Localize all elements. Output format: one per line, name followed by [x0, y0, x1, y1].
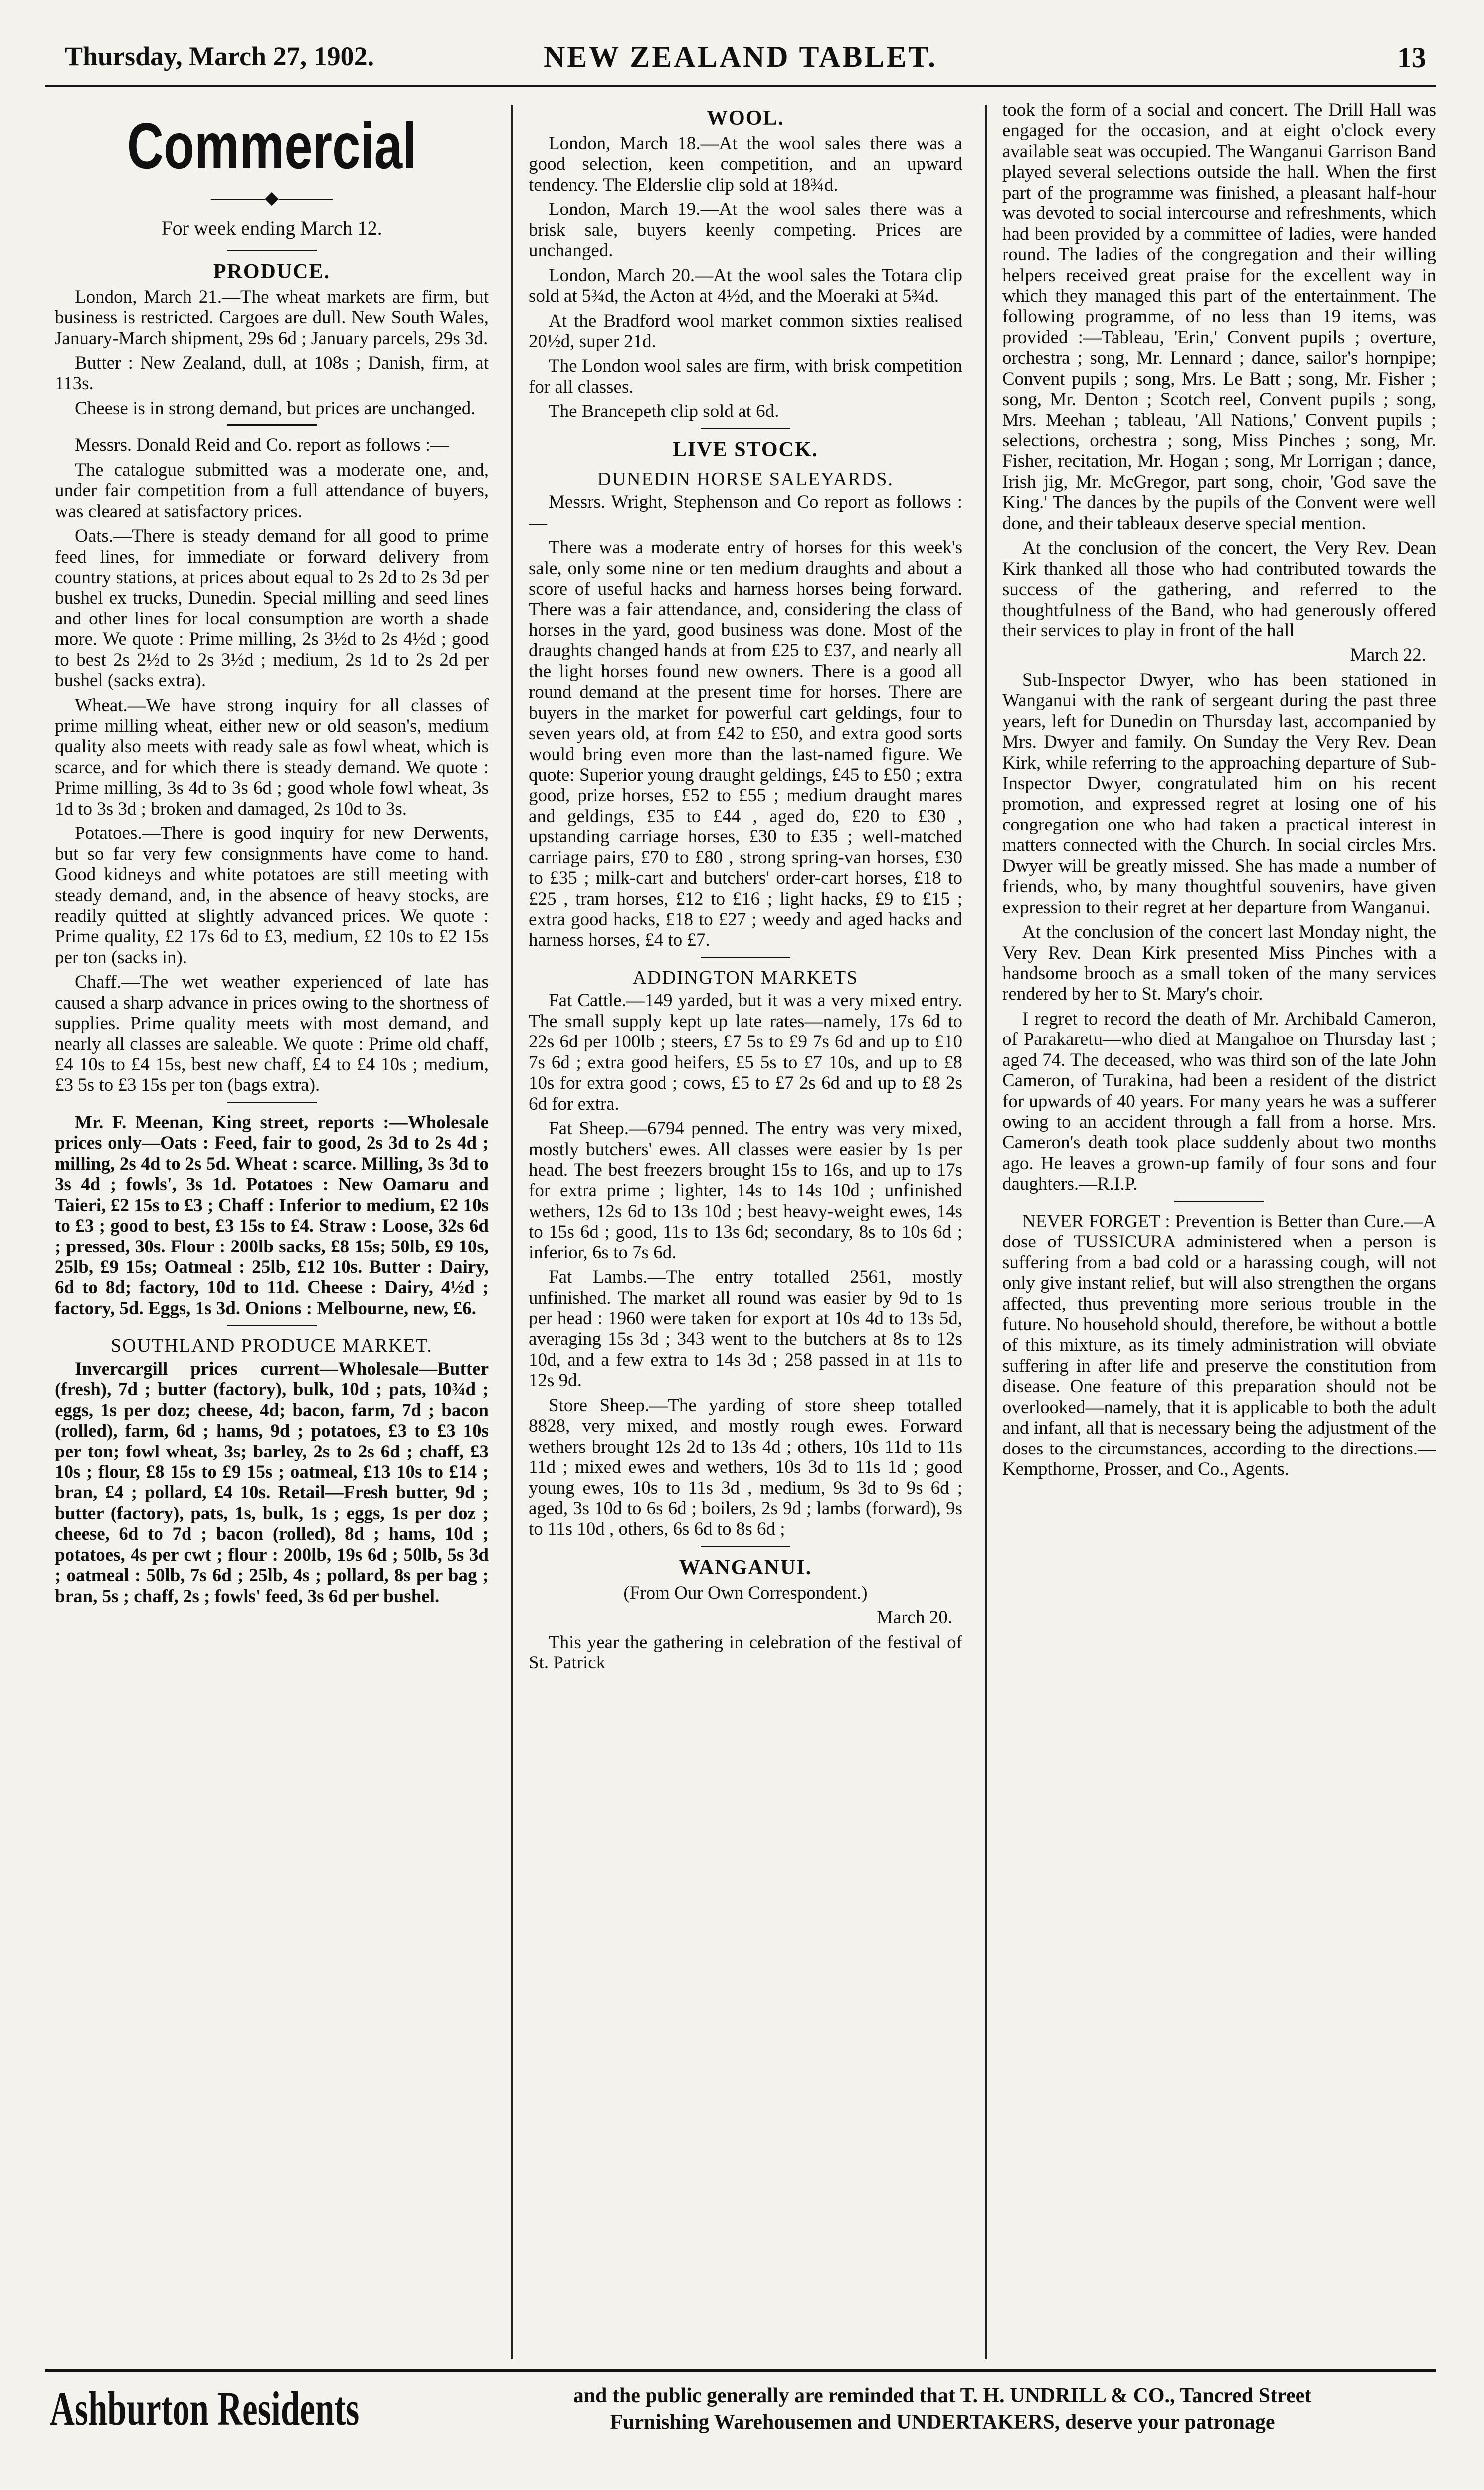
article-paragraph: The London wool sales are firm, with brisk competition for all classes. — [529, 356, 962, 397]
article-paragraph: Fat Sheep.—6794 penned. The entry was very mixed, mostly butchers' ewes. All classes were easier by 1s per head. The best freezers brought 15s to 16s, and up to 17s for extra prime ; lighter, 14s to 14s 10d ; unfinished wethers, 12s 6d to 13s 10d ; best heavy-weight ewes, 14s to 15s 6d ; good, 11s to 13s 6d; secondary, 8s to 10s 6d ; inferior, 6s to 7s 6d. — [529, 1118, 962, 1263]
page-number: 13 — [1397, 41, 1426, 74]
divider — [227, 1102, 317, 1103]
footer-headline: Ashburton Residents — [50, 2382, 360, 2435]
subheading-horse-saleyards: DUNEDIN HORSE SALEYARDS. — [597, 468, 894, 490]
article-paragraph: Oats.—There is steady demand for all good to prime feed lines, for immediate or forward delivery from country stations, at prices about equal to 2s 2d to 2s 3d per bushel ex trucks, Dunedin. Special milling and seed lines and other lines for local consumption are worth a shade more. We quote : Prime milling, 2s 3½d to 2s 4½d ; good to best 2s 2½d to 2s 3½d ; medium, 2s 1d to 2s 2d per bushel (sacks extra). — [55, 526, 489, 691]
heading-southland: SOUTHLAND PRODUCE MARKET. — [111, 1335, 433, 1357]
divider — [701, 428, 790, 429]
article-paragraph: The Brancepeth clip sold at 6d. — [549, 401, 779, 422]
newspaper-title: NEW ZEALAND TABLET. — [543, 40, 938, 73]
article-paragraph: Butter : New Zealand, dull, at 108s ; Danish, firm, at 113s. — [55, 353, 489, 394]
article-paragraph: At the Bradford wool market common sixties realised 20½d, super 21d. — [529, 310, 962, 352]
column-2 — [529, 100, 962, 2354]
issue-date: Thursday, March 27, 1902. — [65, 41, 374, 71]
article-paragraph: Store Sheep.—The yarding of store sheep totalled 8828, very mixed, and mostly rough ewes. Forward wethers brought 12s 2d to 13s 4d ; others, 10s 11d to 11s 11d ; mixed ewes and wethers, 10s 3d to 11s 1d ; good young ewes, 10s to 11s 3d , medium, 9s 3d to 9s 6d ; aged, 3s 10d to 6s 6d ; boilers, 2s 9d ; lambs (forward), 9s to 11s 10d , others, 6s 6d to 8s 6d ; — [529, 1395, 962, 1540]
divider — [227, 1325, 317, 1326]
article-paragraph-southland: Invercargill prices current—Wholesale—Butter (fresh), 7d ; butter (factory), bulk, 10d ; pats, 10¾d ; eggs, 1s per doz; cheese, 4d; bacon, farm, 7d ; bacon (rolled), farm, 6d ; hams, 9d ; potatoes, £3 to £3 10s per ton; fowl wheat, 3s; barley, 2s to 2s 6d ; chaff, £3 10s ; flour, £8 15s to £9 15s ; oatmeal, £13 10s to £14 ; bran, £4 ; pollard, £4 10s. Retail—Fresh butter, 9d ; butter (factory), pats, 1s, bulk, 1s ; eggs, 1s per doz ; cheese, 6d to 7d ; bacon (rolled), 8d ; hams, 10d ; potatoes, 4s per cwt ; flour : 200lb, 19s 6d ; 50lb, 5s 3d ; oatmeal : 50lb, 7s 6d ; 25lb, 4s ; pollard, 8s per bag ; bran, 5s ; chaff, 2s ; fowls' feed, 3s 6d per bushel. — [55, 1358, 489, 1607]
dateline: March 22. — [1350, 645, 1426, 666]
footer-line-1: and the public generally are reminded that T. H. UNDRILL & CO., Tancred Street — [573, 2384, 1312, 2407]
article-paragraph: At the conclusion of the concert last Monday night, the Very Rev. Dean Kirk presented Miss Pinches with a handsome brooch as a small token of the many services rendered by her to St. Mary's choir. — [1002, 922, 1436, 1005]
divider — [1174, 1201, 1264, 1202]
footer-text — [454, 2383, 1431, 2435]
article-paragraph: At the conclusion of the concert, the Very Rev. Dean Kirk thanked all those who had contributed towards the success of the gathering, and referred to the thoughtfulness of the Band, who had generously offered their services to play in front of the hall — [1002, 538, 1436, 641]
title-ornament: ———◆——— — [211, 187, 333, 208]
article-paragraph: Potatoes.—There is good inquiry for new Derwents, but so far very few consignments have come to hand. Good kidneys and white potatoes are still meeting with steady demand, and, in the absence of heavy stocks, are readily quitted at slightly advanced prices. We quote : Prime quality, £2 17s 6d to £3, medium, £2 10s to £2 15s per ton (sacks in). — [55, 823, 489, 968]
column-divider-1 — [511, 105, 513, 2359]
article-paragraph: This year the gathering in celebration of the festival of St. Patrick — [529, 1632, 962, 1673]
article-paragraph: took the form of a social and concert. The Drill Hall was engaged for the occasion, and at eight o'clock every available seat was occupied. The Wanganui Garrison Band played several selections outside the hall. When the first part of the programme was finished, a pleasant half-hour was devoted to social intercourse and refreshments, which had been provided by a committee of ladies, were handed round. The ladies of the congregation and their willing helpers received great praise for the excellent way in which they managed this part of the entertainment. The following programme, of no less than 19 items, was provided :—Tableau, 'Erin,' Convent pupils ; overture, orchestra ; song, Mr. Lennard ; dance, sailor's hornpipe; Convent pupils ; song, Mrs. Le Batt ; song, Mr. Fisher ; song, Mr. Denton ; Scotch reel, Convent pupils ; song, Mrs. Meehan ; tableau, 'All Nations,' Convent pupils ; selections, orchestra ; song, Miss Pinches ; song, Mr. Fisher, recitation, Mr. Hogan ; song, Mr Lorrigan ; dance, Irish jig, Mr. McGregor, part song, choir, 'God save the King.' The dances by the pupils of the Convent were well done, and their tableaux deserve special mention. — [1002, 100, 1436, 534]
article-paragraph: Sub-Inspector Dwyer, who has been stationed in Wanganui with the rank of sergeant during the past three years, left for Dunedin on Thursday last, accompanied by Mrs. Dwyer and family. On Sunday the Very Rev. Dean Kirk, while referring to the approaching departure of Sub-Inspector Dwyer, congratulated him on his recent promotion, and expressed regret at losing one of his congregation one who had taken a practical interest in matters connected with the Church. In social circles Mrs. Dwyer will be greatly missed. She has made a number of friends, who, by many thoughtful souvenirs, have given expression to their regret at her departure from Wanganui. — [1002, 669, 1436, 918]
heading-addington: ADDINGTON MARKETS — [632, 967, 859, 988]
article-paragraph: Fat Lambs.—The entry totalled 2561, mostly unfinished. The market all round was easier by 9d to 1s per head : 1960 were taken for export at 10s 4d to 13s 5d, averaging 15s 3d ; 343 went to the butchers at 8s to 12s 10d, and a few extra to 14s 3d ; 258 passed in at 11s to 12s 9d. — [529, 1267, 962, 1391]
article-paragraph: I regret to record the death of Mr. Archibald Cameron, of Parakaretu—who died at Mangahoe on Thursday last ; aged 74. The deceased, who was third son of the late John Cameron, of Turakina, had been a resident of the district for upwards of 40 years. For many years he was a sufferer owing to an accident through a fall from a horse. Mrs. Cameron's death took place suddenly about two months ago. He leaves a grown-up family of four sons and four daughters.—R.I.P. — [1002, 1008, 1436, 1195]
heading-wanganui: WANGANUI. — [679, 1556, 812, 1579]
column-3 — [1002, 100, 1436, 2354]
divider — [227, 424, 317, 426]
article-paragraph: The catalogue submitted was a moderate one, and, under fair competition from a full attendance of buyers, was cleared at satisfactory prices. — [55, 459, 489, 522]
article-paragraph: Chaff.—The wet weather experienced of late has caused a sharp advance in prices owing to the shortness of supplies. Prime quality meets with most demand, and nearly all classes are saleable. We quote : Prime old chaff, £4 10s to £4 15s, best new chaff, £4 to £4 10s ; medium, £3 5s to £3 15s per ton (bags extra). — [55, 972, 489, 1096]
masthead — [45, 30, 1436, 87]
article-paragraph-meenan: Mr. F. Meenan, King street, reports :—Wholesale prices only—Oats : Feed, fair to good, 2s 3d to 2s 4d ; milling, 2s 4d to 2s 5d. Wheat : scarce. Milling, 3s 3d to 3s 4d ; fowls', 3s 1d. Potatoes : New Oamaru and Taieri, £2 15s to £3 ; Chaff : Inferior to medium, £2 10s to £3 ; good to best, £3 15s to £4. Straw : Loose, 32s 6d ; pressed, 30s. Flour : 200lb sacks, £8 15s; 50lb, £9 10s, 25lb, £9 15s; Oatmeal : 25lb, £12 10s. Butter : Dairy, 6d to 8d; factory, 10d to 11d. Cheese : Dairy, 4½d ; factory, 5d. Eggs, 1s 3d. Onions : Melbourne, new, £6. — [55, 1112, 489, 1319]
column-1 — [55, 100, 489, 2354]
article-paragraph: Wheat.—We have strong inquiry for all classes of prime milling wheat, either new or old season's, medium quality also meets with ready sale as fowl wheat, which is scarce, and for which there is steady demand. We quote : Prime milling, 3s 4d to 3s 6d ; good whole fowl wheat, 3s 1d to 3s 3d ; broken and damaged, 2s 10d to 3s. — [55, 695, 489, 819]
article-paragraph: Messrs. Wright, Stephenson and Co report as follows :— — [529, 492, 962, 533]
article-paragraph: Fat Cattle.—149 yarded, but it was a very mixed entry. The small supply kept up late rates—namely, 17s 6d to 22s 6d per 100lb ; steers, £7 5s to £9 7s 6d and up to £10 7s 6d ; extra good heifers, £5 5s to £7 10s, and up to £8 10s for extra good ; cows, £5 to £7 2s 6d and up to £8 2s 6d for extra. — [529, 990, 962, 1114]
dateline: March 20. — [876, 1607, 952, 1628]
article-paragraph: There was a moderate entry of horses for this week's sale, only some nine or ten medium draughts and about a score of useful hacks and harness horses being forward. There was a fair attendance, and, considering the class of horses in the yard, good business was done. Most of the draughts changed hands at from £25 to £37, and nearly all the light horses found new owners. There is a good all round demand at the present time for horses. There are buyers in the market for powerful cart geldings, four to seven years old, at from £42 to £50, and extra good sorts would bring even more than the last-named figure. We quote: Superior young draught geldings, £45 to £50 ; extra good, prize horses, £52 to £55 ; medium draught mares and geldings, £35 to £44 , aged do, £20 to £30 , upstanding carriage horses, £30 to £35 ; well-matched carriage pairs, £70 to £80 , strong spring-van horses, £30 to £35 ; milk-cart and butchers' order-cart horses, £18 to £25 , tram horses, £12 to £16 ; light hacks, £9 to £15 ; extra good hacks, £18 to £27 ; weedy and aged hacks and harness horses, £4 to £7. — [529, 537, 962, 951]
footer-line-2: Furnishing Warehousemen and UNDERTAKERS, deserve your patronage — [610, 2410, 1275, 2434]
heading-produce: PRODUCE. — [213, 260, 331, 283]
article-paragraph: Messrs. Donald Reid and Co. report as follows :— — [75, 435, 449, 456]
footer-advert — [45, 2369, 1436, 2442]
divider — [701, 1546, 790, 1547]
article-paragraph: Cheese is in strong demand, but prices are unchanged. — [75, 398, 476, 418]
section-title-commercial: Commercial — [127, 109, 417, 182]
article-paragraph: London, March 20.—At the wool sales the Totara clip sold at 5¾d, the Acton at 4½d, and the Moeraki at 5¾d. — [529, 265, 962, 307]
advert-tussicura: NEVER FORGET : Prevention is Better than Cure.—A dose of TUSSICURA administered when a person is suffering from a bad cold or a harassing cough, will not only give instant relief, but will also strengthen the organs affected, thus preventing more serious trouble in the future. No household should, therefore, be without a bottle of this mixture, as its timely administration will obviate suffering in after life and preserve the constitution from disease. One feature of this preparation should not be overlooked—namely, that it is applicable to both the adult and infant, all that is necessary being the adjustment of the doses to the circumstances, according to the directions.—Kempthorne, Prosser, and Co., Agents. — [1002, 1211, 1436, 1479]
column-divider-2 — [985, 105, 987, 2359]
byline: (From Our Own Correspondent.) — [623, 1582, 868, 1603]
heading-livestock: LIVE STOCK. — [673, 438, 818, 461]
article-paragraph: London, March 21.—The wheat markets are firm, but business is restricted. Cargoes are dull. New South Wales, January-March shipment, 29s 6d ; January parcels, 29s 3d. — [55, 286, 489, 349]
heading-wool: WOOL. — [707, 107, 784, 130]
divider — [227, 250, 317, 251]
week-ending-line: For week ending March 12. — [161, 216, 382, 239]
article-paragraph: London, March 18.—At the wool sales there was a good selection, keen competition, and an upward tendency. The Elderslie clip sold at 18¾d. — [529, 133, 962, 195]
divider — [701, 957, 790, 958]
newspaper-page — [45, 30, 1436, 2459]
article-paragraph: London, March 19.—At the wool sales there was a brisk sale, buyers keenly competing. Prices are unchanged. — [529, 199, 962, 261]
